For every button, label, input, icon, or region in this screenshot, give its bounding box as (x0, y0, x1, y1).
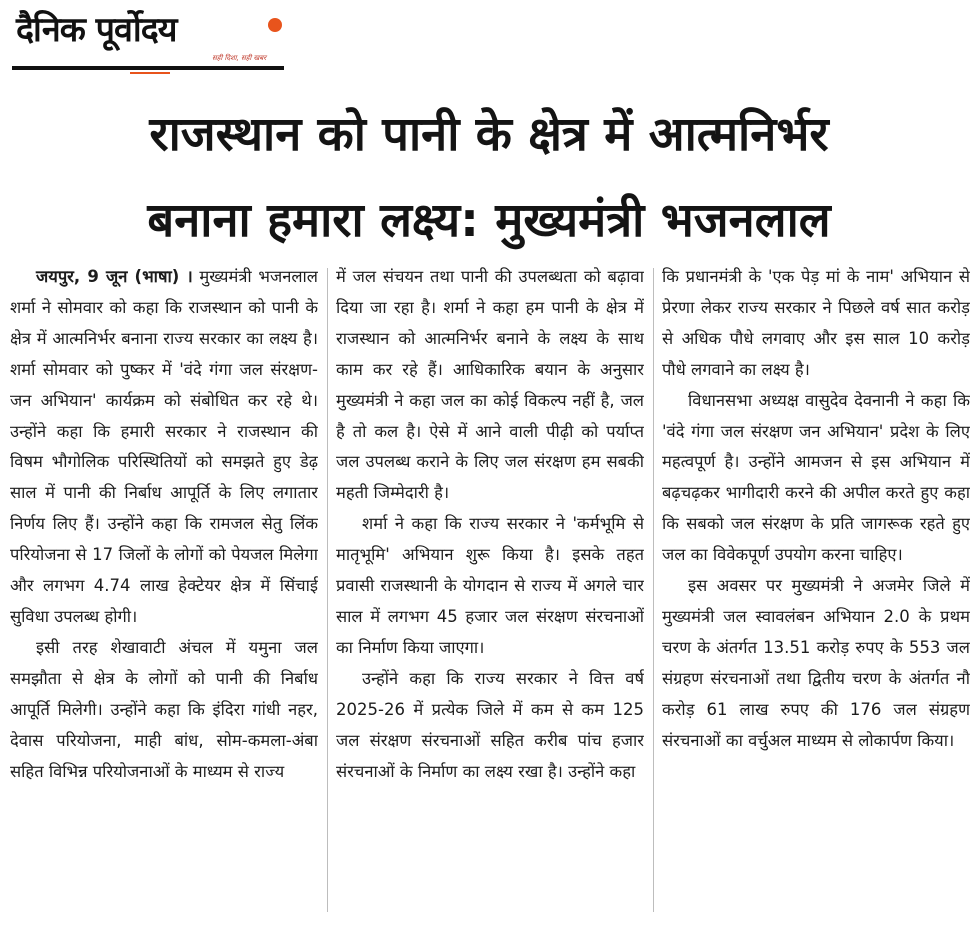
dateline: जयपुर, 9 जून (भाषा) । (36, 267, 193, 286)
masthead (12, 6, 284, 72)
paragraph-text: मुख्यमंत्री भजनलाल शर्मा ने सोमवार को कहा कि राजस्थान को पानी के क्षेत्र में आत्मनिर्भर बनाना राज्य सरकार का लक्ष्य है। शर्मा सोमवार को पुष्कर में 'वंदे गंगा जल संरक्षण-जन अभियान' कार्यक्रम को संबोधित कर रहे थे। उन्होंने कहा कि हमारी सरकार ने राजस्थान की विषम भौगोलिक परिस्थितियों को समझते हुए डेढ़ साल में पानी की निर्बाध आपूर्ति के लिए लगातार निर्णय लिए हैं। उन्होंने कहा कि रामजल सेतु लिंक परियोजना से 17 जिलों के लोगों को पेयजल मिलेगा और लगभग 4.74 लाख हेक्टेयर क्षेत्र में सिंचाई सुविधा उपलब्ध होगी। (10, 267, 318, 626)
article-column-3 (662, 262, 970, 918)
newspaper-tagline: सही दिशा, सही खबर (212, 54, 267, 62)
article-column-2 (336, 262, 644, 918)
paragraph: इसी तरह शेखावाटी अंचल में यमुना जल समझौता से क्षेत्र के लोगों को पानी की निर्बाध आपूर्ति मिलेगी। उन्होंने कहा कि इंदिरा गांधी नहर, देवास परियोजना, माही बांध, सोम-कमला-अंबा सहित विभिन्न परियोजनाओं के माध्यम से राज्य (10, 637, 318, 781)
headline-line-2: बनाना हमारा लक्ष्य: मुख्यमंत्री भजनलाल (147, 193, 831, 248)
masthead-rule (12, 66, 284, 70)
logo-dot-icon (268, 18, 282, 32)
paragraph: में जल संचयन तथा पानी की उपलब्धता को बढ़ावा दिया जा रहा है। शर्मा ने कहा हम पानी के क्षेत्र में राजस्थान को आत्मनिर्भर बनाने के लक्ष्य के साथ काम कर रहे हैं। आधिकारिक बयान के अनुसार मुख्यमंत्री ने कहा जल का कोई विकल्प नहीं है, जल है तो कल है। ऐसे में आने वाली पीढ़ी को पर्याप्त जल उपलब्ध कराने के लिए जल संरक्षण हम सबकी महती जिम्मेदारी है। (336, 267, 644, 503)
paragraph: कि प्रधानमंत्री के 'एक पेड़ मां के नाम' अभियान से प्रेरणा लेकर राज्य सरकार ने पिछले वर्ष सात करोड़ से अधिक पौधे लगवाए और इस साल 10 करोड़ पौधे लगवाने का लक्ष्य है। (662, 267, 970, 379)
newspaper-logo: दैनिक पूर्वोदय (16, 10, 177, 50)
masthead-accent-rule (130, 72, 170, 74)
article-column-1 (10, 262, 318, 918)
paragraph (10, 262, 318, 633)
headline (10, 92, 968, 264)
headline-line-1: राजस्थान को पानी के क्षेत्र में आत्मनिर्भर (149, 107, 829, 162)
paragraph: उन्होंने कहा कि राज्य सरकार ने वित्त वर्ष 2025-26 में प्रत्येक जिले में कम से कम 125 जल संरक्षण संरचनाओं सहित करीब पांच हजार संरचनाओं के निर्माण का लक्ष्य रखा है। उन्होंने कहा (336, 668, 644, 781)
column-divider (327, 268, 328, 912)
column-divider (653, 268, 654, 912)
paragraph: विधानसभा अध्यक्ष वासुदेव देवनानी ने कहा कि 'वंदे गंगा जल संरक्षण जन अभियान' प्रदेश के लिए महत्वपूर्ण है। उन्होंने आमजन से इस अभियान में बढ़चढ़कर भागीदारी करने की अपील करते हुए कहा कि सबको जल संरक्षण के प्रति जागरूक रहते हुए जल का विवेकपूर्ण उपयोग करना चाहिए। (662, 390, 970, 565)
paragraph: शर्मा ने कहा कि राज्य सरकार ने 'कर्मभूमि से मातृभूमि' अभियान शुरू किया है। इसके तहत प्रवासी राजस्थानी के योगदान से राज्य में अगले चार साल में लगभग 45 हजार जल संरक्षण संरचनाओं का निर्माण किया जाएगा। (336, 514, 644, 657)
article-body (10, 262, 970, 918)
paragraph: इस अवसर पर मुख्यमंत्री ने अजमेर जिले में मुख्यमंत्री जल स्वावलंबन अभियान 2.0 के प्रथम चरण के अंतर्गत 13.51 करोड़ रुपए के 553 जल संग्रहण संरचनाओं तथा द्वितीय चरण के अंतर्गत नौ करोड़ 61 लाख रुपए की 176 जल संग्रहण संरचनाओं का वर्चुअल माध्यम से लोकार्पण किया। (662, 576, 970, 750)
